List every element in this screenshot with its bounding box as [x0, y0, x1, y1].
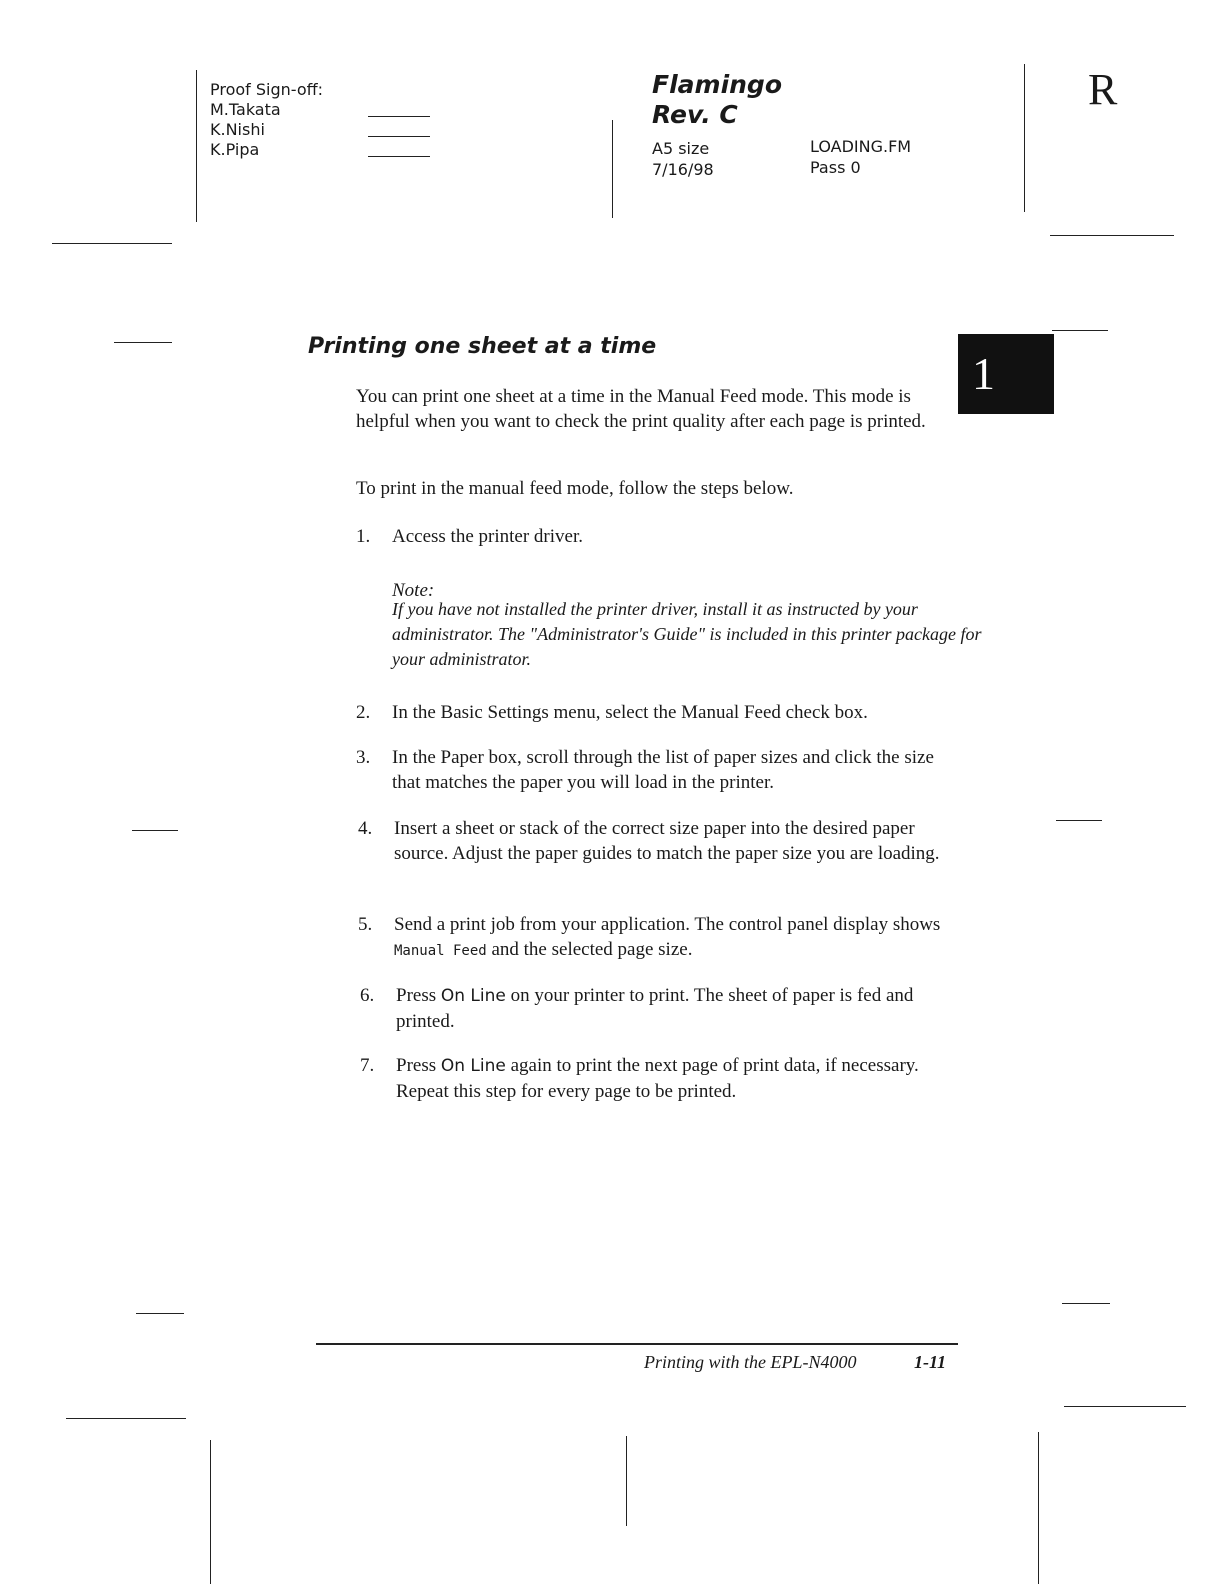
revision: Rev. C	[652, 100, 738, 129]
step-number: 4.	[358, 818, 373, 839]
signoff-name: K.Pipa	[210, 140, 260, 159]
crop-mark	[1038, 1432, 1039, 1584]
step-text: In the Basic Settings menu, select the Manual Feed check box.	[392, 702, 868, 723]
step-text-part: again to print the next page of print data, if necessary. Repeat this step for every page to be printed.	[396, 1055, 919, 1102]
step-text: Insert a sheet or stack of the correct size paper into the desired paper source. Adjust the paper guides to match the paper size you are loading.	[394, 818, 940, 864]
crop-mark	[114, 342, 172, 343]
crop-mark	[132, 830, 178, 831]
crop-mark	[1052, 330, 1108, 331]
crop-mark	[1062, 1303, 1110, 1304]
signoff-title: Proof Sign-off:	[210, 80, 324, 99]
section-heading: Printing one sheet at a time	[308, 334, 657, 359]
proof-signoff	[210, 80, 323, 160]
chapter-tab: 1	[958, 334, 1054, 414]
crop-mark	[52, 243, 172, 244]
signoff-name: M.Takata	[210, 100, 281, 119]
crop-mark	[196, 70, 197, 222]
step-text	[396, 983, 966, 1034]
crop-mark	[1050, 235, 1174, 236]
signoff-line	[368, 136, 430, 137]
step-text	[394, 912, 964, 964]
step-text-part: Send a print job from your application. The control panel display shows	[394, 914, 941, 935]
project-title	[652, 70, 782, 130]
button-name: On Line	[440, 986, 506, 1006]
signoff-line	[368, 156, 430, 157]
crop-mark	[136, 1313, 184, 1314]
page-number: 1-11	[914, 1352, 947, 1372]
crop-mark	[626, 1436, 627, 1526]
signoff-name: K.Nishi	[210, 120, 265, 139]
crop-mark	[1024, 64, 1025, 212]
note-text: If you have not installed the printer driver, install it as instructed by your administrator. The "Administrator's Guide" is included in this printer package for your administrator.	[392, 599, 982, 669]
step-number: 1.	[356, 526, 371, 547]
crop-mark	[1064, 1406, 1186, 1407]
crop-mark	[612, 120, 613, 218]
step-text	[396, 1053, 966, 1104]
pass-number: Pass 0	[810, 158, 861, 177]
signoff-line	[368, 116, 430, 117]
intro-paragraph: You can print one sheet at a time in the Manual Feed mode. This mode is helpful when you want to check the print quality after each page is printed.	[356, 386, 926, 432]
lead-in-paragraph: To print in the manual feed mode, follow the steps below.	[356, 478, 794, 499]
corner-mark: R	[1088, 65, 1118, 114]
footer-title: Printing with the EPL-N4000	[644, 1352, 857, 1372]
step-number: 6.	[360, 985, 375, 1006]
step-text-part: Press	[396, 985, 441, 1006]
note-label: Note:	[392, 580, 435, 601]
step-number: 7.	[360, 1055, 375, 1076]
crop-mark	[66, 1418, 186, 1419]
footer-rule	[316, 1343, 958, 1345]
crop-mark	[1056, 820, 1102, 821]
project-name: Flamingo	[652, 70, 783, 99]
button-name: On Line	[440, 1056, 506, 1076]
step-text: Access the printer driver.	[392, 526, 583, 547]
step-number: 2.	[356, 702, 371, 723]
page-size: A5 size	[652, 139, 710, 158]
display-message: Manual Feed	[394, 943, 487, 959]
file-name: LOADING.FM	[810, 137, 912, 156]
crop-mark	[210, 1440, 211, 1584]
step-number: 3.	[356, 747, 371, 768]
step-text-part: on your printer to print. The sheet of paper is fed and printed.	[396, 985, 914, 1032]
step-text: In the Paper box, scroll through the list of paper sizes and click the size that matches the paper you will load in the printer.	[392, 747, 934, 793]
step-number: 5.	[358, 914, 373, 935]
step-text-part: Press	[396, 1055, 441, 1076]
proof-date: 7/16/98	[652, 160, 714, 179]
step-text-part: and the selected page size.	[486, 939, 693, 960]
